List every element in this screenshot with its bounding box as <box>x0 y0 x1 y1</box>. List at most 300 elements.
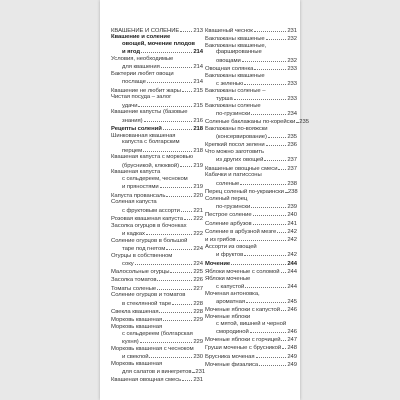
toc-entry-text: Соление арбузов <box>205 220 252 227</box>
toc-entry-text: Морковь квашеная <box>111 360 163 367</box>
leader-dots <box>157 284 192 290</box>
toc-entry <box>205 73 297 88</box>
toc-entry-text: из других овощей <box>216 157 264 164</box>
toc-entry-line <box>205 196 297 203</box>
toc-entry-line <box>205 344 297 352</box>
toc-entry-line <box>111 191 203 199</box>
leader-dots <box>256 352 287 358</box>
toc-entry-line <box>111 299 203 307</box>
toc-entry-text: Квашение не любит жары <box>111 87 181 94</box>
toc-entry-text: Квашеная капуста <box>111 169 161 176</box>
toc-entry-line <box>111 361 203 368</box>
leader-dots <box>254 26 286 32</box>
toc-entry-text: Моченые физалиса <box>205 362 259 369</box>
toc-entry-text: Соление в арбузной мезге <box>205 228 277 235</box>
toc-entry-line <box>111 116 203 124</box>
toc-entry-line <box>111 284 203 292</box>
toc-entry <box>111 34 203 56</box>
toc-entry-line <box>205 259 297 267</box>
toc-page-number: 228 <box>193 309 203 316</box>
toc-entry-line <box>205 126 297 133</box>
toc-entry-text: Соленые баклажаны по-корейски <box>205 119 296 126</box>
toc-entry-text: Моченые яблоки с капустой <box>205 307 280 314</box>
toc-entry-line <box>205 73 297 80</box>
leader-dots <box>141 48 192 54</box>
toc-entry-text: Груши моченые с брусникой <box>205 345 282 352</box>
toc-entry-text: Свекла квашеная <box>111 309 159 316</box>
toc-page-number: 214 <box>193 64 203 71</box>
toc-entry <box>111 214 203 222</box>
toc-entry <box>111 26 203 34</box>
toc-entry-text: перцем <box>122 147 143 154</box>
leader-dots <box>231 259 286 265</box>
toc-entry-line <box>111 259 203 267</box>
toc-page-number: 237 <box>287 157 297 164</box>
toc-entry-text: соленые <box>216 180 240 187</box>
toc-entry-line <box>205 187 297 195</box>
toc-entry-line <box>205 88 297 95</box>
toc-entry-text: Пестрое соление <box>205 212 252 219</box>
toc-page-number: 215 <box>193 102 203 109</box>
toc-entry-line <box>205 327 297 335</box>
toc-entry-line <box>111 139 203 146</box>
leader-dots <box>281 267 287 273</box>
toc-entry-text: Квашеная капуста с морковью <box>111 154 194 161</box>
toc-entry <box>205 34 297 42</box>
toc-entry <box>205 211 297 219</box>
toc-entry-text: таре под гнетом <box>122 245 166 252</box>
leader-dots <box>251 202 286 208</box>
toc-page-number: 231 <box>195 369 206 376</box>
toc-entry-text: с зеленью <box>216 80 244 87</box>
toc-page-number: 245 <box>287 298 297 305</box>
toc-entry <box>205 187 297 195</box>
toc-page-number: 246 <box>287 307 297 314</box>
toc-entry-text: капуста с болгарским <box>122 139 180 146</box>
toc-entry-text: в стеклянной таре <box>122 300 172 307</box>
toc-entry-text: с сельдереем, чесноком <box>122 176 188 182</box>
toc-entry <box>205 227 297 235</box>
toc-entry-line <box>205 282 297 290</box>
toc-entry-line <box>111 214 203 222</box>
toc-entry-line <box>205 267 297 275</box>
toc-entry <box>205 244 297 259</box>
toc-entry-line <box>111 161 203 169</box>
leader-dots <box>296 118 298 124</box>
leader-dots <box>250 327 287 333</box>
toc-entry <box>111 346 203 361</box>
toc-entry <box>111 124 203 132</box>
toc-entry-text: Капуста провансаль <box>111 192 166 199</box>
toc-entry-text: Соление огурцов в большой <box>111 237 188 244</box>
toc-page-number: 224 <box>193 260 203 267</box>
toc-entry-line <box>111 206 203 214</box>
toc-page-number: 218 <box>193 125 203 132</box>
toc-entry-text: Соленый перец <box>205 195 248 202</box>
toc-entry-text: с мятой, вишней и черной <box>216 320 287 327</box>
toc-entry-line <box>205 34 297 42</box>
toc-entry <box>111 238 203 253</box>
toc-entry-text: Морковь квашеная <box>111 317 163 324</box>
toc-page-number: 222 <box>193 215 203 222</box>
toc-page-number: 236 <box>287 142 297 149</box>
toc-entry-text: кухня) <box>122 339 139 346</box>
leader-dots <box>237 236 287 242</box>
toc-entry-text: Мочение <box>205 260 231 267</box>
toc-entry-line <box>205 276 297 283</box>
toc-page-number: 228 <box>193 300 203 307</box>
toc-entry-text: по-грузински <box>216 204 251 211</box>
toc-entry <box>111 292 203 307</box>
toc-entry <box>205 291 297 306</box>
leader-dots <box>149 352 192 358</box>
leader-dots <box>182 86 192 92</box>
toc-entry <box>205 306 297 314</box>
leader-dots <box>146 229 192 235</box>
toc-page-number: 216 <box>193 117 203 124</box>
toc-entry-line <box>111 86 203 94</box>
leader-dots <box>192 367 194 373</box>
toc-entry-line <box>111 133 203 140</box>
toc-page-number: 232 <box>287 57 297 64</box>
toc-entry-text: Малосольные огурцы <box>111 269 170 276</box>
toc-entry <box>205 314 297 336</box>
toc-entry-text: Квашеный чеснок <box>205 27 253 34</box>
toc-entry-line <box>205 352 297 360</box>
toc-entry <box>111 109 203 124</box>
leader-dots <box>182 376 192 382</box>
leader-dots <box>259 360 286 366</box>
toc-entry-line <box>111 346 203 353</box>
toc-page-number: 231 <box>193 377 203 384</box>
toc-page-number: 242 <box>287 237 297 244</box>
toc-entry-text: (брусникой, клюквой) <box>122 162 180 169</box>
toc-page-number: 233 <box>287 65 297 72</box>
toc-entry-text: Баклажаны квашеные, <box>205 42 267 49</box>
toc-page-number: 242 <box>287 228 297 235</box>
toc-entry <box>205 164 297 172</box>
toc-entry-text: (консервирование) <box>216 134 267 141</box>
leader-dots <box>138 101 192 107</box>
toc-entry-line <box>205 291 297 298</box>
leader-dots <box>244 79 286 85</box>
toc-page-number: 239 <box>287 204 297 211</box>
leader-dots <box>234 94 287 100</box>
toc-entry-text: и из грибов <box>205 237 236 244</box>
toc-entry-text: Условия, необходимые <box>111 56 174 62</box>
toc-entry-line <box>205 164 297 172</box>
toc-entry-text: для салатов и винегретов <box>122 369 192 376</box>
leader-dots <box>144 116 193 122</box>
toc-entry-line <box>111 183 203 191</box>
leader-dots <box>166 244 192 250</box>
toc-entry-text: Соленая капуста <box>111 199 157 206</box>
toc-entry-line <box>205 49 297 56</box>
toc-entry <box>111 268 203 276</box>
toc-entry <box>205 149 297 164</box>
toc-entry-line <box>111 268 203 276</box>
toc-entry <box>111 316 203 324</box>
leader-dots <box>285 187 287 193</box>
toc-entry-line <box>111 63 203 71</box>
toc-entry-line <box>111 101 203 109</box>
toc-page-number: 249 <box>287 362 297 369</box>
toc-entry <box>111 284 203 292</box>
toc-entry-line <box>111 169 203 176</box>
toc-entry-line <box>111 307 203 315</box>
toc-entry <box>111 154 203 169</box>
toc-page-number: 214 <box>193 49 203 56</box>
toc-entry-text: фаршированные <box>216 49 262 56</box>
toc-page-number: 220 <box>193 192 203 199</box>
leader-dots <box>180 161 192 167</box>
leader-dots <box>266 34 287 40</box>
toc-entry-text: Квашение и соление <box>111 34 171 41</box>
toc-entry-line <box>111 199 203 206</box>
leader-dots <box>254 64 286 70</box>
toc-entry <box>205 344 297 352</box>
toc-entry <box>205 276 297 291</box>
toc-page-number: 224 <box>193 245 203 252</box>
toc-entry-line <box>111 292 203 299</box>
toc-entry-text: КВАШЕНИЕ И СОЛЕНИЕ <box>111 27 180 34</box>
toc-entry-text: удачи <box>122 102 138 109</box>
toc-entry-text: Кабачки и патиссоны <box>205 172 262 179</box>
toc-column-right <box>205 26 309 369</box>
toc-entry-text: Яблоки моченые с соломой <box>205 268 280 275</box>
leader-dots <box>140 337 193 343</box>
toc-entry-text: смородиной <box>216 328 249 335</box>
toc-entry-text: Моченая антоновка, <box>205 290 260 297</box>
toc-entry-text: Ассорти из овощей <box>205 243 257 250</box>
toc-page-number: 219 <box>193 184 203 191</box>
toc-page-number: 233 <box>287 80 297 87</box>
toc-page-number: 244 <box>287 268 297 275</box>
leader-dots <box>240 179 286 185</box>
toc-page-number: 241 <box>287 220 297 227</box>
leader-dots <box>163 316 192 322</box>
toc-entry-text: с сельдереем (болгарская <box>122 330 193 337</box>
toc-entry-text: и фруктов <box>216 252 244 259</box>
toc-page-number: 225 <box>193 269 203 276</box>
leader-dots <box>163 124 193 130</box>
toc-entry-text: Баклажаны по-вояжски <box>205 125 268 132</box>
toc-entry-text: и свеклой <box>122 354 149 361</box>
toc-entry-line <box>111 109 203 116</box>
toc-page-number: 227 <box>193 285 203 292</box>
toc-entry-line <box>111 78 203 86</box>
leader-dots <box>143 146 192 152</box>
toc-entry-line <box>111 276 203 284</box>
toc-entry-text: Брусника моченая <box>205 353 255 360</box>
toc-entry-line <box>205 321 297 328</box>
toc-entry-line <box>205 297 297 305</box>
leader-dots <box>147 78 192 84</box>
toc-entry-text: послаще <box>122 79 146 86</box>
toc-page-number: 247 <box>287 337 297 344</box>
toc-entry-line <box>205 227 297 235</box>
toc-page-number: 229 <box>193 317 203 324</box>
toc-entry-line <box>111 337 203 345</box>
toc-entry-text: Моченые яблоки с горчицей <box>205 337 281 344</box>
toc-entry-line <box>205 156 297 164</box>
toc-entry-line <box>205 236 297 244</box>
toc-entry-line <box>111 154 203 161</box>
toc-entry-text: и кадках <box>122 230 145 237</box>
toc-entry-text: с фруктовым ассорти <box>122 207 180 214</box>
toc-entry-line <box>111 146 203 154</box>
toc-entry-line <box>205 141 297 149</box>
leader-dots <box>251 109 286 115</box>
toc-entry-text: Розовая квашеная капуста <box>111 215 183 222</box>
toc-entry-text: знания) <box>122 117 143 124</box>
toc-page-number: 242 <box>287 252 297 259</box>
leader-dots <box>253 219 287 225</box>
toc-page-number: 226 <box>193 277 203 284</box>
toc-entry-line <box>205 211 297 219</box>
toc-entry-line <box>205 244 297 251</box>
toc-page-number: 222 <box>193 230 203 237</box>
leader-dots <box>244 251 286 257</box>
toc-page-number: 238 <box>287 180 297 187</box>
leader-dots <box>278 164 286 170</box>
toc-entry <box>205 43 297 65</box>
toc-entry <box>205 259 297 267</box>
toc-entry-text: Квашеные овощные смеси <box>205 165 278 172</box>
toc-entry-line <box>111 176 203 183</box>
toc-entry-text: для квашения <box>122 64 160 71</box>
toc-entry-text: Морковь квашеная <box>111 324 163 331</box>
toc-entry <box>111 133 203 155</box>
toc-entry-line <box>205 103 297 110</box>
toc-entry-text: с капустой <box>216 283 245 290</box>
toc-entry-text: Крепкий посол зелени <box>205 142 265 149</box>
toc-entry <box>111 223 203 238</box>
toc-entry <box>111 71 203 86</box>
toc-entry-line <box>111 352 203 360</box>
toc-entry-line <box>205 251 297 259</box>
leader-dots <box>245 282 286 288</box>
toc-entry-line <box>205 118 309 126</box>
toc-entry <box>111 56 203 71</box>
toc-entry-line <box>111 324 203 331</box>
leader-dots <box>264 156 286 162</box>
toc-entry <box>205 196 297 211</box>
toc-entry-text: Баклажаны квашеные <box>205 72 265 79</box>
toc-page-number: 248 <box>287 345 297 352</box>
toc-entry-line <box>111 56 203 63</box>
toc-entry-line <box>111 331 203 338</box>
toc-entry <box>205 103 297 118</box>
toc-entry-line <box>205 56 297 64</box>
toc-entry-text: Баклажаны соленые – <box>205 87 266 94</box>
toc-entry <box>111 276 203 284</box>
toc-entry-text: Перец соленый по-украински <box>205 189 284 196</box>
toc-entry-line <box>111 316 203 324</box>
toc-entry <box>205 88 297 103</box>
toc-entry <box>205 172 297 187</box>
toc-entry <box>205 118 309 126</box>
toc-entry <box>111 307 203 315</box>
toc-entry-line <box>205 179 297 187</box>
toc-entry-line <box>111 71 203 78</box>
toc-entry-line <box>111 124 203 132</box>
toc-entry-text: Соление огурцов и томатов <box>111 292 186 299</box>
toc-page-number: 233 <box>287 95 297 102</box>
toc-entry-text: Яблоки моченые <box>205 275 251 282</box>
toc-entry-line <box>111 238 203 245</box>
toc-page-number: 232 <box>287 35 297 42</box>
toc-entry-line <box>205 94 297 102</box>
toc-entry-line <box>111 229 203 237</box>
leader-dots <box>159 307 192 313</box>
toc-entry-line <box>205 43 297 50</box>
toc-entry-text: турша <box>216 95 233 102</box>
leader-dots <box>277 227 286 233</box>
toc-entry-line <box>111 223 203 230</box>
toc-page-number: 235 <box>299 119 309 126</box>
toc-entry <box>111 360 206 376</box>
toc-entry-text: и пряностями <box>122 184 159 191</box>
toc-entry-text: Баклажаны квашеные <box>205 35 265 42</box>
book-page <box>100 0 309 400</box>
toc-entry <box>111 324 203 346</box>
toc-page-number: 229 <box>193 339 203 346</box>
leader-dots <box>246 297 286 303</box>
toc-entry <box>111 94 203 109</box>
toc-entry-text: Чистая посуда – залог <box>111 94 172 101</box>
leader-dots <box>281 336 286 342</box>
toc-entry <box>205 219 297 227</box>
toc-entry-line <box>205 360 297 368</box>
toc-entry-line <box>205 133 297 141</box>
toc-entry-line <box>111 367 206 376</box>
leader-dots <box>170 268 192 274</box>
toc-page-number: 221 <box>193 207 203 214</box>
toc-entry-line <box>205 64 297 72</box>
leader-dots <box>180 26 192 32</box>
toc-entry <box>111 199 203 214</box>
toc-entry <box>111 86 203 94</box>
toc-entry <box>205 141 297 149</box>
toc-page-number: 240 <box>287 212 297 219</box>
leader-dots <box>161 63 193 69</box>
toc-entry <box>111 191 203 199</box>
toc-page-number: 244 <box>287 260 297 267</box>
toc-entry-line <box>205 172 297 179</box>
toc-entry-text: Шинкованная квашеная <box>111 132 176 139</box>
toc-entry-text: по-грузински <box>216 110 251 117</box>
toc-entry-text: ароматная <box>216 298 245 305</box>
leader-dots <box>282 344 286 350</box>
toc-page-number: 214 <box>193 79 203 86</box>
toc-entry <box>111 253 203 268</box>
toc-page-number: 238 <box>287 189 298 196</box>
toc-entry-line <box>205 79 297 87</box>
leader-dots <box>160 183 193 189</box>
toc-entry-line <box>111 94 203 101</box>
toc-page-number: 213 <box>193 27 203 34</box>
toc-entry-text: Томаты соленые <box>111 285 157 292</box>
leader-dots <box>184 214 192 220</box>
leader-dots <box>242 56 287 62</box>
toc-entry-line <box>111 48 203 56</box>
toc-page-number: 218 <box>193 147 203 154</box>
toc-page-number: 246 <box>287 328 297 335</box>
toc-entry-text: Баклажаны соленые <box>205 102 261 109</box>
leader-dots <box>253 211 287 217</box>
toc-entry-text: Рецепты солений <box>111 125 162 132</box>
